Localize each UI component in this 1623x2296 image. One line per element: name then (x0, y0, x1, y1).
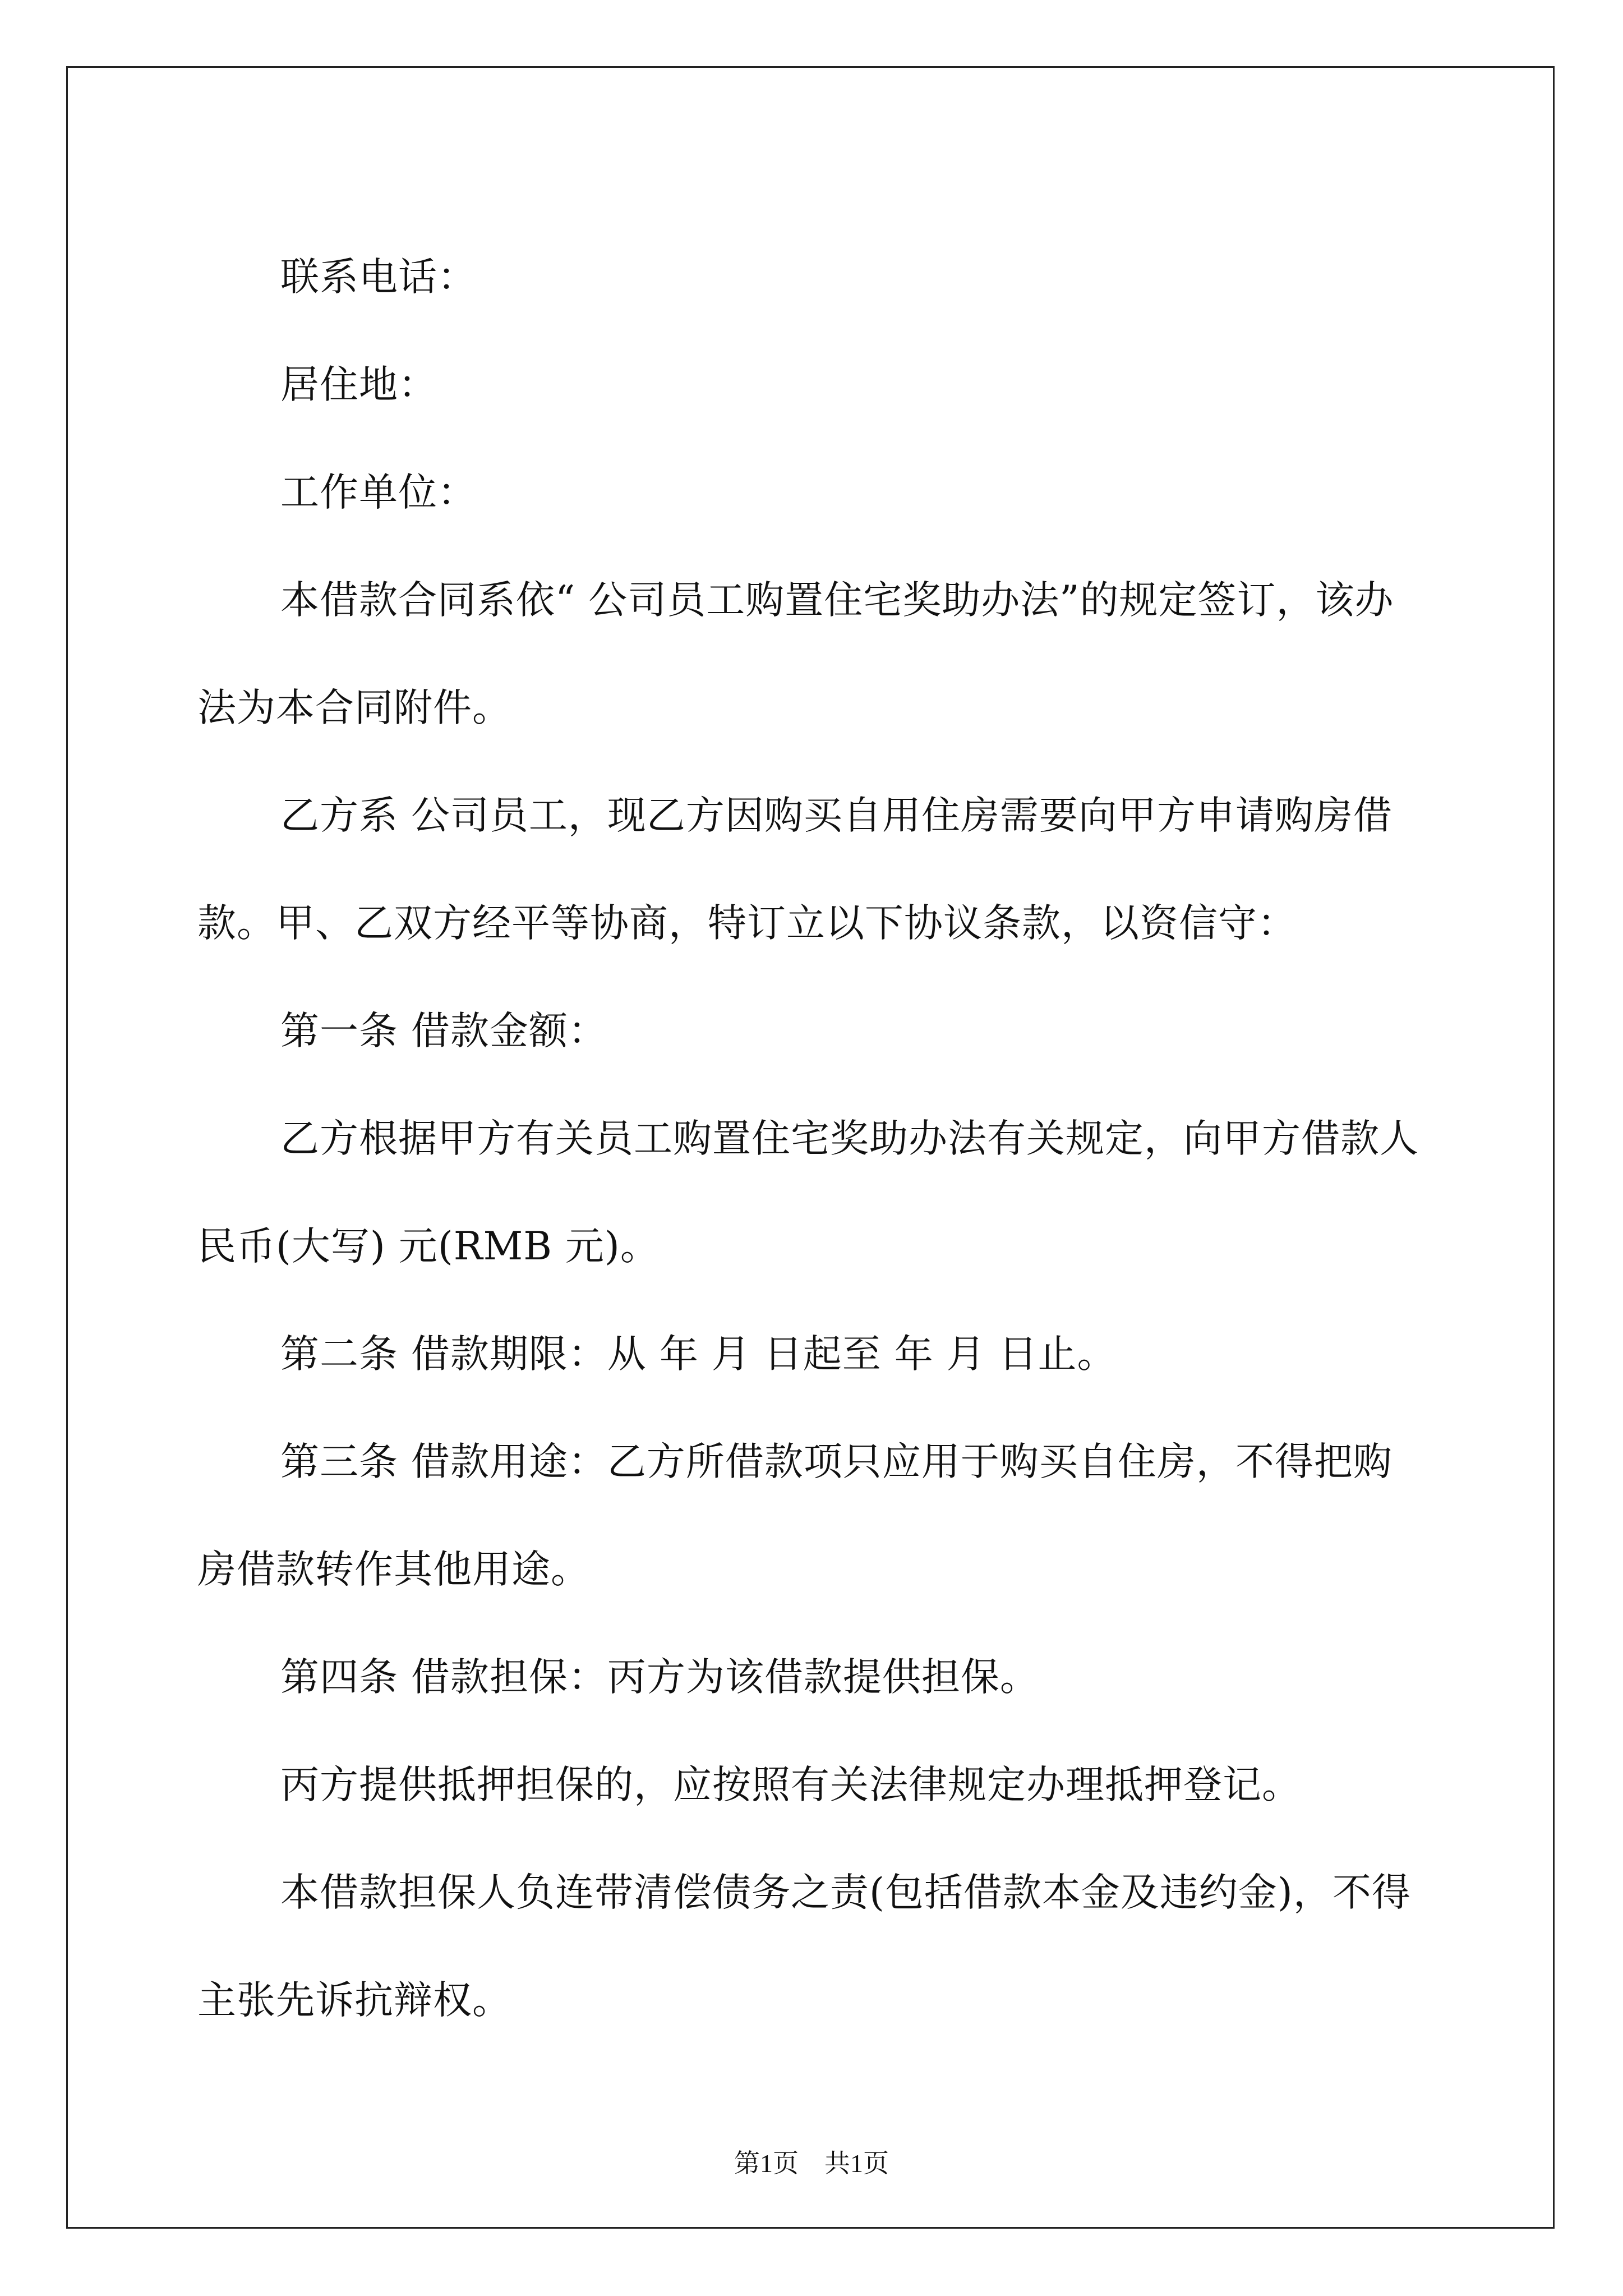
article-2-loan-term: 第二条 借款期限：从 年 月 日起至 年 月 日止。 (280, 1332, 1117, 1377)
contact-phone-line: 联系电话： (280, 255, 477, 300)
article-4-loan-guarantee: 第四条 借款担保：丙方为该借款提供担保。 (280, 1655, 1039, 1700)
article-3-loan-purpose: 第三条 借款用途：乙方所借款项只应用于购买自住房，不得把购房借款转作其他用途。 (197, 1439, 1393, 1592)
loan-amount-paragraph: 乙方根据甲方有关员工购置住宅奖助办法有关规定，向甲方借款人民币(大写) 元(RMB 元)。 (197, 1116, 1419, 1269)
mortgage-registration-paragraph: 丙方提供抵押担保的，应按照有关法律规定办理抵押登记。 (280, 1763, 1301, 1807)
residence-line: 居住地： (280, 362, 437, 407)
workplace-line: 工作单位： (280, 470, 477, 515)
page-number-footer: 第1页 共1页 (734, 2149, 889, 2178)
article-1-heading: 第一条 借款金额： (280, 1009, 607, 1053)
borrower-statement-paragraph: 乙方系 公司员工，现乙方因购买自用住房需要向甲方申请购房借款。甲、乙双方经平等协商，特订立以下协议条款，以资信守： (197, 793, 1393, 946)
guarantor-liability-paragraph: 本借款担保人负连带清偿债务之责(包括借款本金及违约金)，不得主张先诉抗辩权。 (197, 1870, 1411, 2023)
document-body (197, 223, 1431, 2054)
contract-basis-paragraph: 本借款合同系依“ 公司员工购置住宅奖助办法”的规定签订，该办法为本合同附件。 (197, 578, 1394, 730)
